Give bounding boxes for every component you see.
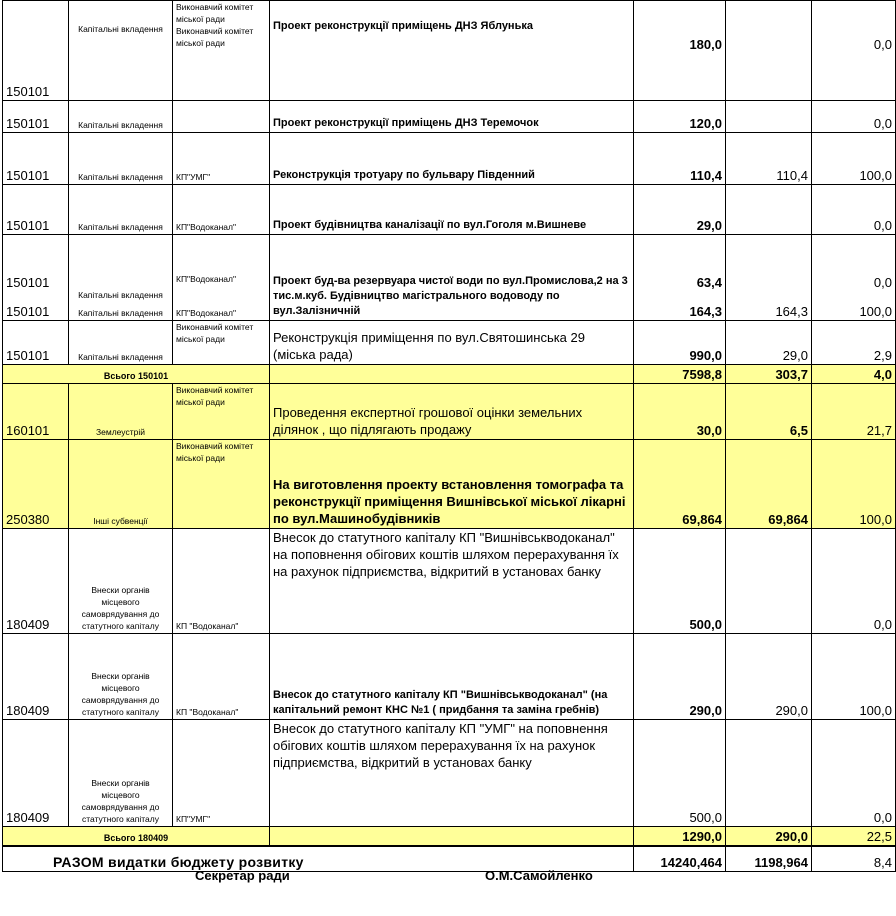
table-row [3,634,896,720]
fact-amount [726,185,812,235]
kfk-code: 160101 [3,384,69,440]
executor [173,235,270,321]
executor-1: КП"Водоканал" [176,274,237,284]
expense-type: Внески органів місцевого самоврядування до статутного капіталу [69,529,173,634]
fact-amount: 110,4 [726,133,812,185]
fact-amount [726,101,812,133]
table-row [3,529,896,634]
expense-type: Внески органів місцевого самоврядування до статутного капіталу [69,634,173,720]
project-description: Реконструкція тротуару по бульвару Південний [273,169,535,181]
fact-amount [726,529,812,634]
plan-amount: 990,0 [689,348,722,363]
percent: 0,0 [812,185,896,235]
expense-type: Капітальні вкладення [69,321,173,365]
grand-total-label: РАЗОМ видатки бюджету розвитку [3,846,634,872]
project-description: Внесок до статутного капіталу КП "Вишнівськводоканал" (на капітальний ремонт КНС №1 ( придбання та заміна гребнів) [273,689,608,716]
expense-type: Капітальні вкладення [69,133,173,185]
kfk-code: 150101 [3,101,69,133]
fact-amount: 6,5 [789,423,808,438]
executor-1: Виконавчий комітет міської ради [176,2,254,24]
fact-amount [726,720,812,827]
subtotal-label: Всього 180409 [3,827,270,846]
project-description: Проект реконструкції приміщень ДНЗ Яблунька [273,20,533,32]
expense-type-1: Капітальні вкладення [78,290,163,300]
project-description: Проект будівництва каналізації по вул.Гоголя м.Вишневе [273,219,587,231]
kfk-code [3,235,69,321]
percent: 2,9 [812,321,896,365]
expense-type: Землеустрій [69,384,173,440]
expense-type: Капітальні вкладення [69,1,173,101]
table-row [3,133,896,185]
table-row [3,185,896,235]
expense-type: Інші субвенції [69,440,173,529]
table-row [3,321,896,365]
plan-amount: 7598,8 [682,367,722,382]
executor-2: КП"Водоканал" [176,308,237,318]
fact-amount: 303,7 [775,367,808,382]
executor: КП"УМГ" [173,133,270,185]
percent-1: 0,0 [873,275,892,290]
table-row [3,440,896,529]
table-row [3,1,896,101]
table-row [3,384,896,440]
fact-amount: 290,0 [726,634,812,720]
executor: КП"Водоканал" [173,185,270,235]
project-description: Проведення експертної грошової оцінки земельних ділянок , що підлягають продажу [270,384,634,440]
percent: 0,0 [812,529,896,634]
kfk-code-1: 150101 [6,275,50,290]
kfk-code: 250380 [3,440,69,529]
kfk-code: 180409 [3,720,69,827]
percent: 21,7 [812,384,896,440]
percent: 100,0 [812,440,896,529]
subtotal-label: Всього 150101 [3,365,270,384]
expense-type-2: Капітальні вкладення [78,308,163,318]
plan-amount: 110,4 [690,168,722,183]
plan-amount: 30,0 [696,423,722,438]
plan-amount: 290,0 [689,703,722,718]
executor-2: Виконавчий комітет міської ради [176,26,254,48]
fact-amount [726,1,812,101]
percent-2: 100,0 [859,304,892,319]
signature-role: Секретар ради [195,868,290,883]
plan-amount-1: 63,4 [696,275,722,290]
percent: 100,0 [812,634,896,720]
plan-amount [634,235,726,321]
percent: 22,5 [812,827,896,846]
kfk-code: 180409 [3,529,69,634]
expense-type: Капітальні вкладення [69,185,173,235]
project-description: Проект буд-ва резервуара чистої води по вул.Промислова,2 на 3 тис.м.куб. Будівництво магістрального водоводу по вул.Залізничній [273,275,628,317]
subtotal-row [3,827,896,846]
executor: Виконавчий комітет міської ради [173,440,270,529]
percent: 0,0 [812,101,896,133]
percent: 4,0 [873,367,892,382]
plan-amount: 1290,0 [682,828,722,844]
kfk-code: 150101 [3,1,69,101]
executor: Виконавчий комітет міської ради [173,321,270,365]
executor: КП"УМГ" [173,720,270,827]
expense-type: Капітальні вкладення [69,101,173,133]
executor [173,1,270,101]
fact-amount: 29,0 [726,321,812,365]
plan-amount: 500,0 [689,617,722,632]
subtotal-row [3,365,896,384]
expense-type: Внески органів місцевого самоврядування до статутного капіталу [69,720,173,827]
grand-total-row [3,846,896,872]
plan-amount: 180,0 [689,37,722,52]
project-description: Реконструкція приміщення по вул.Святошинська 29 (міська рада) [270,321,634,365]
kfk-code: 150101 [3,133,69,185]
project-description: На виготовлення проекту встановлення томографа та реконструкції приміщення Вишнівської міської лікарні по вул.Машинобудівників [273,477,626,526]
grand-total-plan: 14240,464 [634,846,726,872]
grand-total-percent: 8,4 [812,846,896,872]
signature-name: О.М.Самойленко [485,868,593,883]
project-description: Внесок до статутного капіталу КП "УМГ" на поповнення обігових коштів шляхом перерахування їх на рахунок підприємства, відкритий в установах банку [270,720,634,827]
table-row [3,101,896,133]
kfk-code-2: 150101 [6,304,50,319]
kfk-code: 150101 [3,321,69,365]
plan-amount: 69,864 [682,512,722,527]
plan-amount: 29,0 [696,218,722,233]
plan-amount: 120,0 [689,116,722,131]
fact-amount: 164,3 [726,235,812,321]
project-description: Проект реконструкції приміщень ДНЗ Теремочок [273,117,539,129]
plan-amount-2: 164,3 [689,304,722,319]
table-row [3,720,896,827]
percent [812,235,896,321]
table-row [3,235,896,321]
budget-table [2,0,896,872]
fact-amount: 69,864 [768,512,808,527]
grand-total-fact: 1198,964 [726,846,812,872]
project-description: Внесок до статутного капіталу КП "Вишнівськводоканал" на поповнення обігових коштів шляхом перерахування їх на рахунок підприємства, відкритий в установах банку [270,529,634,634]
plan-amount: 500,0 [634,720,726,827]
executor: КП "Водоканал" [173,529,270,634]
expense-type [69,235,173,321]
kfk-code: 180409 [3,634,69,720]
kfk-code: 150101 [3,185,69,235]
executor [173,101,270,133]
percent: 0,0 [812,720,896,827]
percent: 100,0 [812,133,896,185]
fact-amount: 290,0 [775,828,808,844]
executor: Виконавчий комітет міської ради [173,384,270,440]
percent: 0,0 [812,1,896,101]
executor: КП "Водоканал" [173,634,270,720]
